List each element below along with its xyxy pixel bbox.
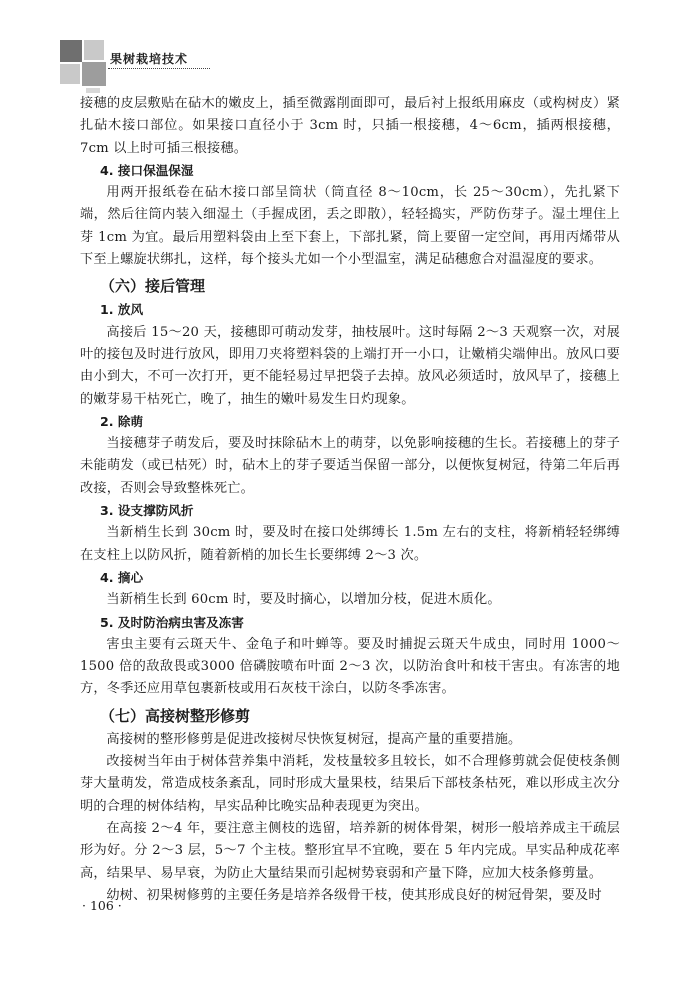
header-decoration-square [82,62,106,86]
page-number: · 106 · [82,898,122,913]
subsection-heading: 5. 及时防治病虫害及冻害 [100,614,244,630]
header-decoration-square [60,40,82,62]
paragraph: 接穗的皮层敷贴在砧木的嫩皮上，插至微露削面即可，最后衬上报纸用麻皮（或构树皮）紧扎砧木接口部位。如果接口直径小于 3cm 时，只插一根接穗，4～6cm，插两根接穗，7cm 以上时可插三根接穗。 [80,96,620,156]
paragraph: 当接穗芽子萌发后，要及时抹除砧木上的萌芽，以免影响接穗的生长。若接穗上的芽子未能萌发（或已枯死）时，砧木上的芽子要适当保留一部分，以便恢复树冠，待第二年后再改接，否则会导致整株死亡。 [80,436,620,496]
paragraph: 当新梢生长到 30cm 时，要及时在接口处绑缚长 1.5m 左右的支柱，将新梢轻轻绑缚在支柱上以防风折，随着新梢的加长生长要绑缚 2～3 次。 [80,525,620,563]
paragraph: 幼树、初果树修剪的主要任务是培养各级骨干枝，使其形成良好的树冠骨架，要及时 [106,887,602,903]
running-head-title: 果树栽培技术 [110,52,189,66]
paragraph: 在高接 2～4 年，要注意主侧枝的选留，培养新的树体骨架，树形一般培养成主干疏层形为好。分 2～3 层，5～7 个主枝。整形宜早不宜晚，要在 5 年内完成。早实品种成花率高，结果早、易早衰，为防止大量结果而引起树势衰弱和产量下降，应加大枝条修剪量。 [80,820,620,881]
header-decoration-square [60,64,80,84]
paragraph: 高接后 15～20 天，接穗即可萌动发芽，抽枝展叶。这时每隔 2～3 天观察一次，对展叶的接包及时进行放风，即用刀夹将塑料袋的上端打开一小口，让嫩梢尖端伸出。放风口要由小到大，不可一次打开，更不能轻易过早把袋子去掉。放风必须适时，放风早了，接穗上的嫩芽易干枯死亡，晚了，抽生的嫩叶易发生日灼现象。 [80,324,620,407]
subsection-heading: 4. 接口保温保湿 [100,162,194,178]
section-heading: （六）接后管理 [100,277,206,296]
subsection-heading: 1. 放风 [100,302,144,318]
paragraph: 用两开报纸卷在砧木接口部呈筒状（筒直径 8～10cm，长 25～30cm），先扎紧下端，然后往筒内装入细湿土（手握成团，丢之即散），轻轻捣实，严防伤芽子。湿土埋住上芽 1cm 为宜。最后用塑料袋由上至下套上，下部扎紧，筒上要留一定空间，再用丙烯带从下至上螺旋状绑扎，这样，每个接头尤如一个小型温室，满足砧穗愈合对温湿度的要求。 [80,185,620,268]
page-header [0,0,699,95]
section-heading: （七）高接树整形修剪 [100,706,251,725]
paragraph: 当新梢生长到 60cm 时，要及时摘心，以增加分枝，促进木质化。 [106,592,501,608]
paragraph: 高接树的整形修剪是促进改接树尽快恢复树冠，提高产量的重要措施。 [106,731,522,747]
subsection-heading: 4. 摘心 [100,569,144,585]
subsection-heading: 3. 设支撑防风折 [100,503,194,519]
subsection-heading: 2. 除萌 [100,413,144,429]
paragraph: 害虫主要有云斑天牛、金龟子和叶蝉等。要及时捕捉云斑天牛成虫，同时用 1000～1500 倍的敌敌畏或3000 倍磷胺喷布叶面 2～3 次，以防治食叶和枝干害虫。有冻害的地方，冬季还应用草包裹新枝或用石灰枝干涂白，以防冬季冻害。 [80,636,620,697]
paragraph: 改接树当年由于树体营养集中消耗，发枝量较多且较长，如不合理修剪就会促使枝条侧芽大量萌发，常造成枝条紊乱，同时形成大量果枝，结果后下部枝条枯死，难以形成主次分明的合理的树体结构，早实品种比晚实品种表现更为突出。 [80,754,620,814]
page-body [80,93,620,907]
header-rule [108,68,210,69]
header-decoration-square [84,40,104,60]
